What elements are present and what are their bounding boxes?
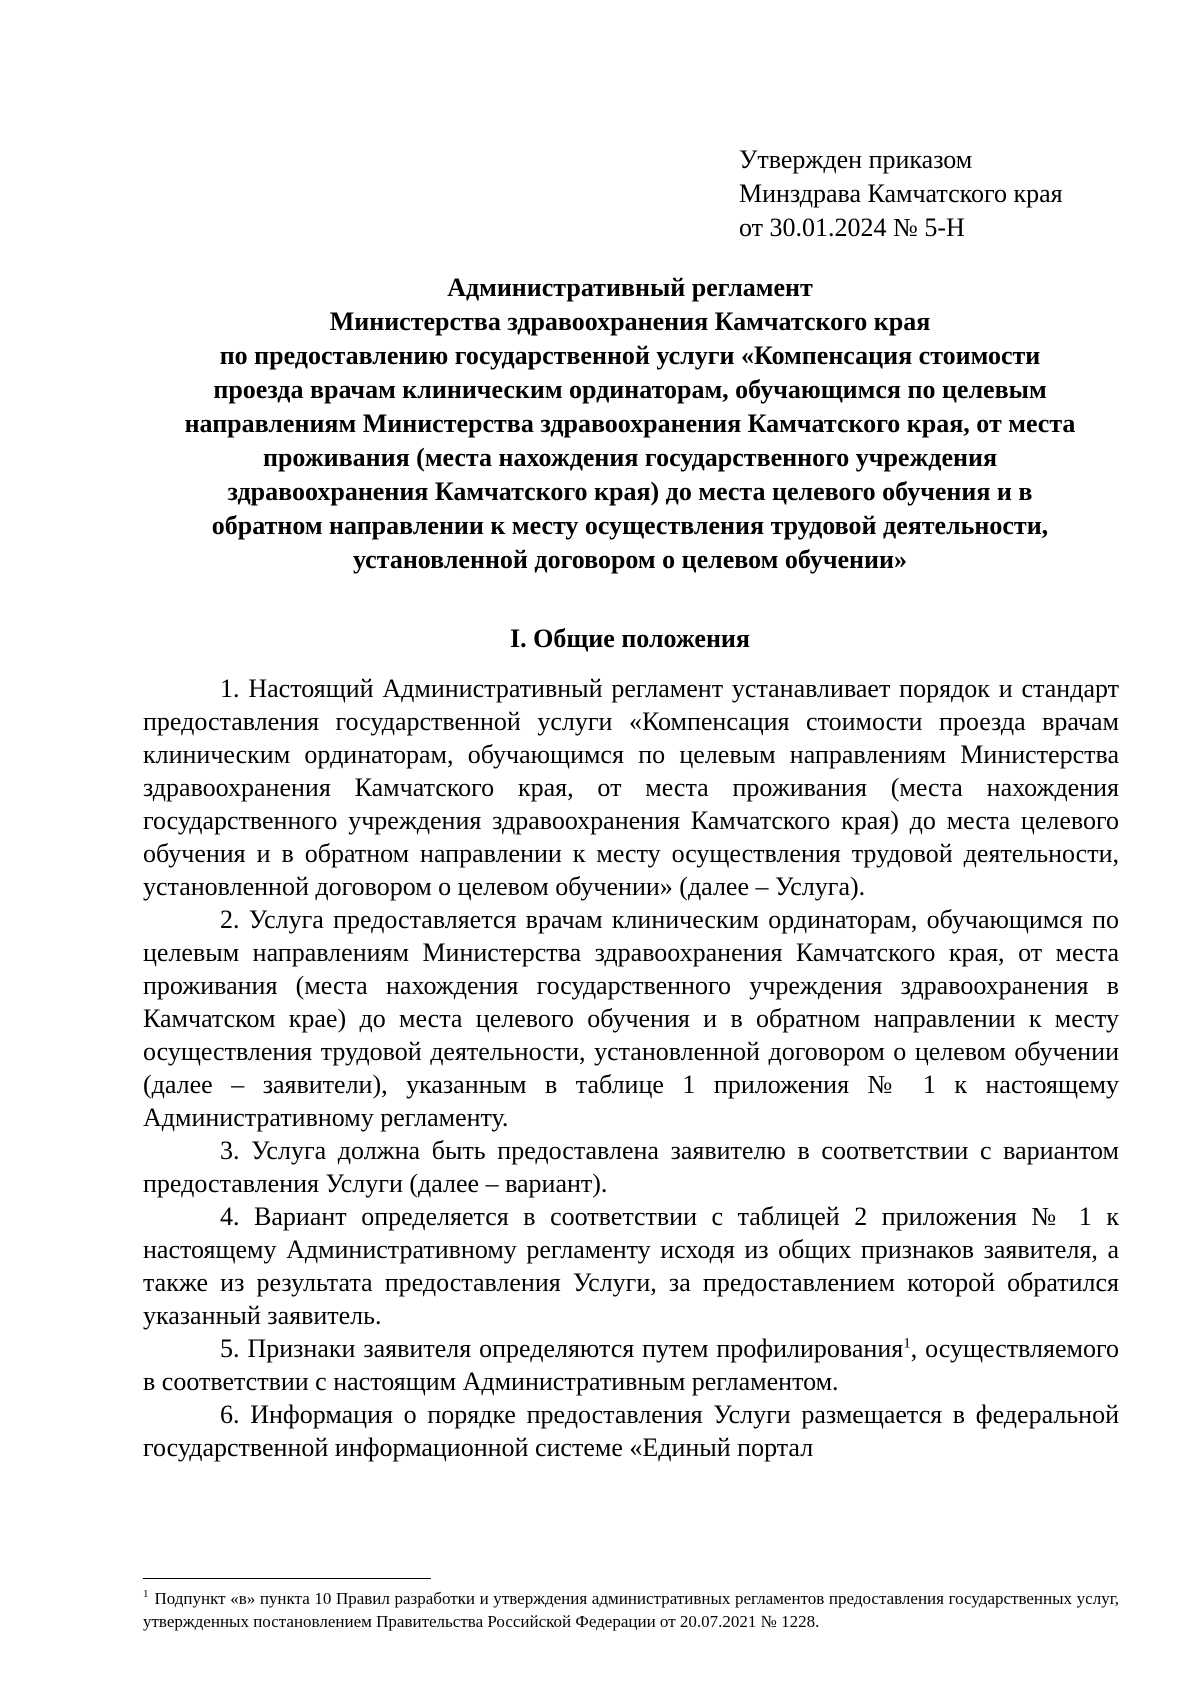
- title-line: направлениям Министерства здравоохранения Камчатского края, от места: [184, 409, 1076, 438]
- footnote-divider: [143, 1578, 431, 1579]
- paragraph-3: 3. Услуга должна быть предоставлена заявителю в соответствии с вариантом предоставления Услуги (далее – вариант).: [143, 1136, 1119, 1198]
- document-title: [140, 271, 1120, 577]
- section-body: [143, 672, 1119, 1464]
- title-line: установленной договором о целевом обучении»: [352, 545, 907, 574]
- title-line: проезда врачам клиническим ординаторам, обучающимся по целевым: [213, 375, 1047, 404]
- title-line: обратном направлении к месту осуществления трудовой деятельности,: [211, 511, 1049, 540]
- paragraph-4: 4. Вариант определяется в соответствии с таблицей 2 приложения № 1 к настоящему Административному регламенту исходя из общих признаков заявителя, а также из результата предоставления Услуги, за предоставлением которой обратился указанный заявитель.: [143, 1202, 1119, 1330]
- title-line: здравоохранения Камчатского края) до места целевого обучения и в: [227, 477, 1033, 506]
- paragraph-5-text-continued: , осуществляемого в соответствии с настоящим Административным регламентом.: [143, 1334, 1119, 1396]
- approval-stamp: [739, 143, 1063, 245]
- footnote-reference[interactable]: 1: [903, 1335, 911, 1352]
- paragraph-1: 1. Настоящий Административный регламент устанавливает порядок и стандарт предоставления государственной услуги «Компенсация стоимости проезда врачам клиническим ординаторам, обучающимся по целевым направлениям Министерства здравоохранения Камчатского края, от места проживания (места нахождения государственного учреждения здравоохранения Камчатского края) до места целевого обучения и в обратном направлении к месту осуществления трудовой деятельности, установленной договором о целевом обучении» (далее – Услуга).: [143, 674, 1119, 901]
- footnote-text: Подпункт «в» пункта 10 Правил разработки и утверждения административных регламентов предоставления государственных услуг, утвержденных постановлением Правительства Российской Федерации от 20.07.2021 № 1228.: [143, 1589, 1119, 1631]
- approval-line: Минздрава Камчатского края: [739, 179, 1063, 208]
- title-line: проживания (места нахождения государственного учреждения: [262, 443, 998, 472]
- footnote: [143, 1587, 1119, 1633]
- approval-line: Утвержден приказом: [739, 145, 973, 174]
- paragraph-2: 2. Услуга предоставляется врачам клиническим ординаторам, обучающимся по целевым направлениям Министерства здравоохранения Камчатского края, от места проживания (места нахождения государственного учреждения здравоохранения в Камчатском крае) до места целевого обучения и в обратном направлении к месту осуществления трудовой деятельности, установленной договором о целевом обучении (далее – заявители), указанным в таблице 1 приложения № 1 к настоящему Административному регламенту.: [143, 905, 1119, 1132]
- footnote-mark: 1: [143, 1588, 149, 1601]
- paragraph-5-text: 5. Признаки заявителя определяются путем профилирования: [220, 1334, 904, 1363]
- paragraph-5: [143, 1332, 1119, 1398]
- title-line: по предоставлению государственной услуги «Компенсация стоимости: [219, 341, 1041, 370]
- title-line: Административный регламент: [447, 273, 813, 302]
- approval-line: от 30.01.2024 № 5-Н: [739, 213, 965, 242]
- section-heading: I. Общие положения: [510, 624, 750, 653]
- paragraph-6: 6. Информация о порядке предоставления Услуги размещается в федеральной государственной информационной системе «Единый портал: [143, 1400, 1119, 1462]
- title-line: Министерства здравоохранения Камчатского края: [329, 307, 931, 336]
